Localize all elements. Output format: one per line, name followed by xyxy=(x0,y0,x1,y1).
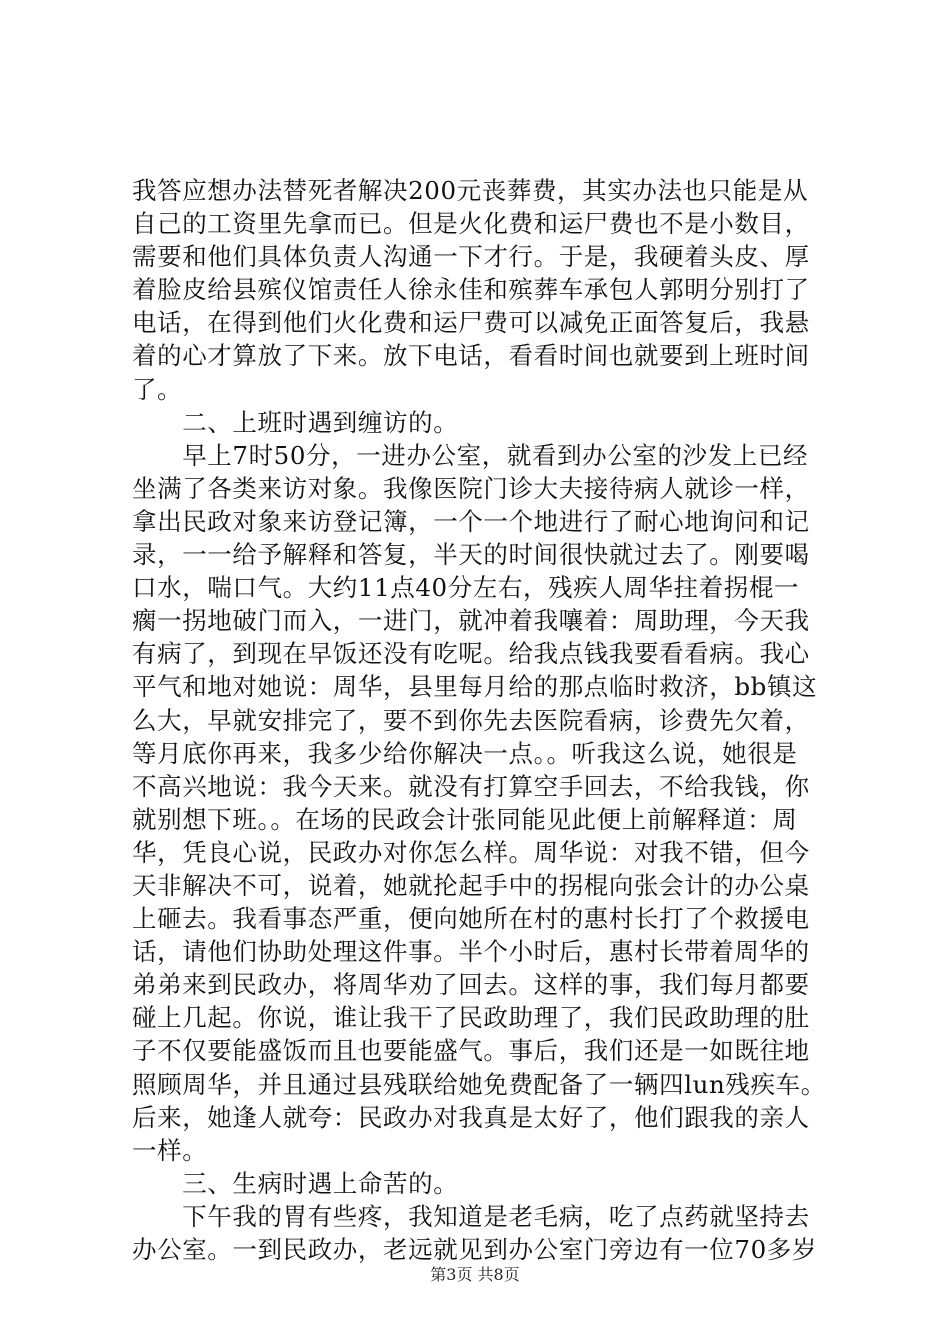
document-body xyxy=(132,174,852,1266)
text-line: 碰上几起。你说，谁让我干了民政助理了，我们民政助理的肚 xyxy=(132,1003,810,1033)
text-line: 了。 xyxy=(132,374,183,404)
text-line: 需要和他们具体负责人沟通一下才行。于是，我硬着头皮、厚 xyxy=(132,242,810,272)
text-line: 拿出民政对象来访登记簿，一个一个地进行了耐心地询问和记 xyxy=(132,506,810,536)
text-line: 等月底你再来，我多少给你解决一点。。听我这么说，她很是 xyxy=(132,738,798,768)
text-line: 瘸一拐地破门而入，一进门，就冲着我嚷着：周助理，今天我 xyxy=(132,606,810,636)
text-line: 有病了，到现在早饭还没有吃呢。给我点钱我要看看病。我心 xyxy=(132,639,810,669)
text-line: 坐满了各类来访对象。我像医院门诊大夫接待病人就诊一样， xyxy=(132,473,810,503)
text-line: 自己的工资里先拿而已。但是火化费和运尸费也不是小数目， xyxy=(132,209,810,239)
text-line: 不高兴地说：我今天来。就没有打算空手回去，不给我钱，你 xyxy=(132,771,810,801)
text-line: 录，一一给予解释和答复，半天的时间很快就过去了。刚要喝 xyxy=(132,540,810,570)
text-line: 办公室。一到民政办，老远就见到办公室门旁边有一位70多岁 xyxy=(132,1235,817,1264)
text-line: 天非解决不可，说着，她就抡起手中的拐棍向张会计的办公桌 xyxy=(132,870,810,900)
text-line: 话，请他们协助处理这件事。半个小时后，惠村长带着周华的 xyxy=(132,937,810,967)
text-line: 电话，在得到他们火化费和运尸费可以减免正面答复后，我悬 xyxy=(132,308,810,338)
page-footer: 第3页 共8页 xyxy=(430,1265,520,1284)
text-line: 一样。 xyxy=(132,1135,208,1165)
text-line: 下午我的胃有些疼，我知道是老毛病，吃了点药就坚持去 xyxy=(132,1201,810,1231)
text-line: 照顾周华，并且通过县残联给她免费配备了一辆四lun残疾车。 xyxy=(132,1069,826,1099)
text-line: 着的心才算放了下来。放下电话，看看时间也就要到上班时间 xyxy=(132,341,810,371)
text-line: 口水，喘口气。大约11点40分左右，残疾人周华拄着拐棍一 xyxy=(132,573,800,603)
text-line: 平气和地对她说：周华，县里每月给的那点临时救济，bb镇这 xyxy=(132,672,818,702)
text-line: 着脸皮给县殡仪馆责任人徐永佳和殡葬车承包人郭明分别打了 xyxy=(132,275,810,305)
text-line: 我答应想办法替死者解决200元丧葬费，其实办法也只能是从 xyxy=(132,176,809,205)
text-line: 就别想下班。。在场的民政会计张同能见此便上前解释道：周 xyxy=(132,804,798,834)
text-line: 上砸去。我看事态严重，便向她所在村的惠村长打了个救援电 xyxy=(132,904,810,934)
section-heading: 二、上班时遇到缠访的。 xyxy=(132,407,459,437)
text-line: 子不仅要能盛饭而且也要能盛气。事后，我们还是一如既往地 xyxy=(132,1036,810,1066)
text-line: 早上7时50分，一进办公室，就看到办公室的沙发上已经 xyxy=(132,440,809,470)
text-line: 华，凭良心说，民政办对你怎么样。周华说：对我不错，但今 xyxy=(132,837,810,867)
text-line: 么大，早就安排完了，要不到你先去医院看病，诊费先欠着， xyxy=(132,705,810,735)
text-line: 后来，她逢人就夸：民政办对我真是太好了，他们跟我的亲人 xyxy=(132,1102,810,1132)
text-line: 弟弟来到民政办，将周华劝了回去。这样的事，我们每月都要 xyxy=(132,970,810,1000)
section-heading: 三、生病时遇上命苦的。 xyxy=(132,1168,459,1198)
